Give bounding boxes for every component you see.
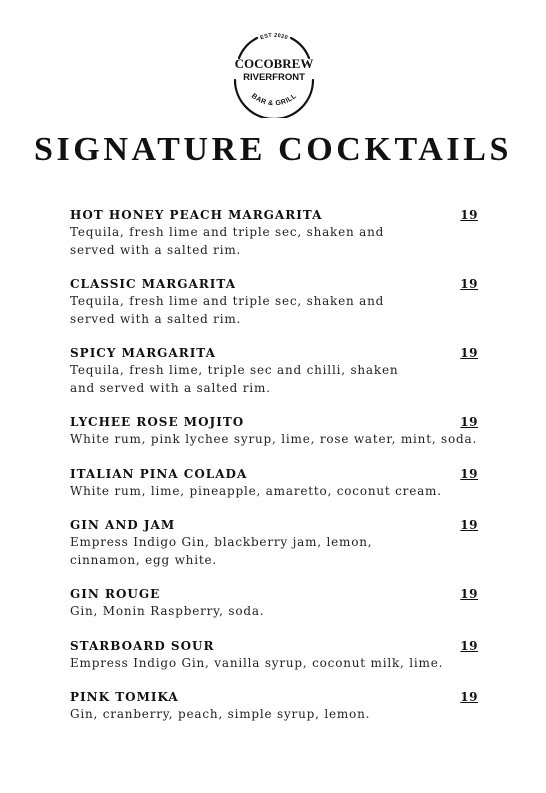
item-price: 19	[460, 277, 478, 291]
menu-item	[70, 206, 480, 259]
item-name: SPICY MARGARITA	[70, 346, 216, 360]
item-name: GIN AND JAM	[70, 518, 176, 532]
logo-line1: COCOBREW	[234, 56, 314, 71]
item-price: 19	[460, 518, 478, 532]
item-price: 19	[460, 208, 478, 222]
item-description: White rum, lime, pineapple, amaretto, coconut cream.	[70, 483, 442, 498]
item-price: 19	[460, 690, 478, 704]
menu-item	[70, 585, 480, 621]
item-name: HOT HONEY PEACH MARGARITA	[70, 208, 323, 222]
brand-logo	[229, 28, 319, 118]
logo-line2: RIVERFRONT	[243, 72, 305, 83]
item-price: 19	[460, 415, 478, 429]
item-name: PINK TOMIKA	[70, 690, 179, 704]
logo-badge	[229, 28, 319, 118]
logo-tagline: BAR & GRILL	[249, 92, 299, 108]
item-price: 19	[460, 466, 478, 481]
item-name: GIN ROUGE	[70, 587, 161, 601]
svg-text:EST 2020	[259, 33, 288, 42]
page-title: SIGNATURE COCKTAILS	[33, 131, 513, 168]
item-name: LYCHEE ROSE MOJITO	[70, 415, 245, 429]
logo-arc-bottom	[235, 80, 313, 118]
menu-item	[70, 516, 480, 569]
logo-est: EST 2020	[259, 32, 289, 42]
item-price: 19	[460, 346, 478, 360]
menu-item	[70, 275, 480, 328]
item-price: 19	[460, 587, 478, 601]
item-name: ITALIAN PINA COLADA	[70, 466, 248, 481]
item-description: Empress Indigo Gin, blackberry jam, lemon, cinnamon, egg white.	[70, 535, 373, 567]
item-description: Tequila, fresh lime and triple sec, shaken and served with a salted rim.	[70, 294, 385, 326]
item-description: Tequila, fresh lime and triple sec, shaken and served with a salted rim.	[70, 225, 385, 257]
item-name: CLASSIC MARGARITA	[70, 277, 237, 291]
item-description: Gin, Monin Raspberry, soda.	[70, 604, 265, 618]
logo-arc-top-right	[291, 38, 309, 58]
item-price: 19	[460, 638, 478, 653]
svg-text:BAR & GRILL	[250, 93, 298, 108]
item-description: Tequila, fresh lime, triple sec and chilli, shaken and served with a salted rim.	[70, 363, 399, 395]
item-description: Gin, cranberry, peach, simple syrup, lemon.	[70, 707, 371, 721]
menu-item	[70, 413, 480, 449]
menu-item	[70, 465, 480, 501]
menu-item	[70, 344, 480, 397]
menu-item	[70, 688, 480, 724]
cocktail-menu	[70, 206, 480, 740]
logo-arc-top-left	[239, 38, 257, 58]
item-description: White rum, pink lychee syrup, lime, rose water, mint, soda.	[70, 432, 478, 446]
menu-item	[70, 637, 480, 673]
item-name: STARBOARD SOUR	[70, 638, 215, 653]
item-description: Empress Indigo Gin, vanilla syrup, coconut milk, lime.	[70, 655, 444, 670]
